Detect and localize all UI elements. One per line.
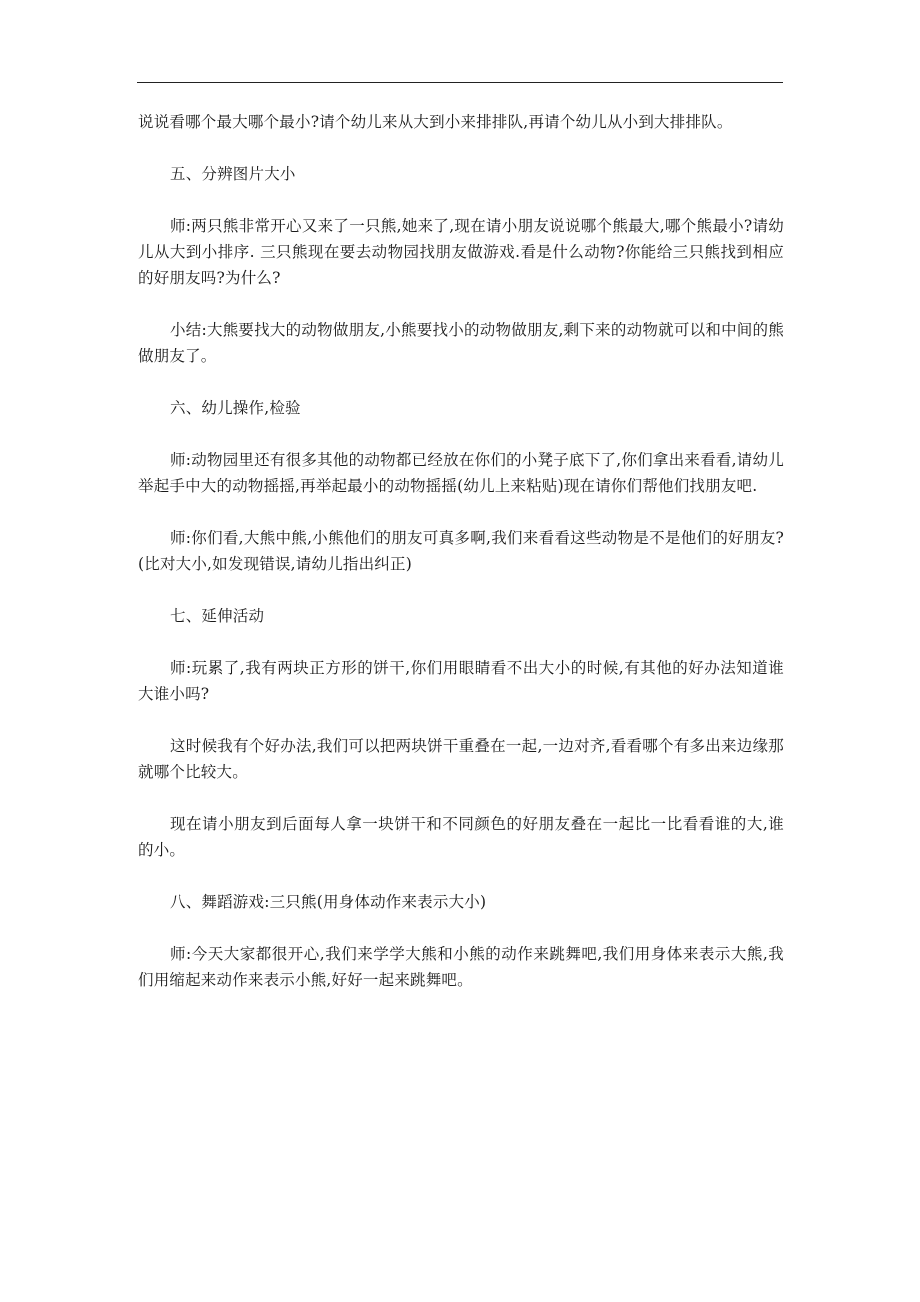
paragraph-intro: 说说看哪个最大哪个最小?请个幼儿来从大到小来排排队,再请个幼儿从小到大排排队。 <box>138 113 733 131</box>
paragraph-zoo-animals: 师:动物园里还有很多其他的动物都已经放在你们的小凳子底下了,你们拿出来看看,请幼儿举起手中大的动物摇摇,再举起最小的动物摇摇(幼儿上来粘贴)现在请你们帮他们找朋友吧. <box>138 451 784 495</box>
paragraph-friends-check: 师:你们看,大熊中熊,小熊他们的朋友可真多啊,我们来看看这些动物是不是他们的好朋友?(比对大小,如发现错误,请幼儿指出纠正) <box>138 529 784 573</box>
paragraph-biscuits: 师:玩累了,我有两块正方形的饼干,你们用眼睛看不出大小的时候,有其他的好办法知道谁大谁小吗? <box>138 659 784 703</box>
document-body <box>138 109 784 1019</box>
header-rule <box>137 82 783 83</box>
section-heading-8: 八、舞蹈游戏:三只熊(用身体动作来表示大小) <box>170 893 487 911</box>
paragraph-teacher-three-bears: 师:两只熊非常开心又来了一只熊,她来了,现在请小朋友说说哪个熊最大,哪个熊最小?请幼儿从大到小排序. 三只熊现在要去动物园找朋友做游戏.看是什么动物?你能给三只熊找到相应的好朋友吗?为什么? <box>138 217 784 287</box>
paragraph-compare-biscuits: 现在请小朋友到后面每人拿一块饼干和不同颜色的好朋友叠在一起比一比看看谁的大,谁的小。 <box>138 815 784 859</box>
section-heading-6: 六、幼儿操作,检验 <box>170 399 301 417</box>
paragraph-summary: 小结:大熊要找大的动物做朋友,小熊要找小的动物做朋友,剩下来的动物就可以和中间的熊做朋友了。 <box>138 321 784 365</box>
paragraph-overlap-method: 这时候我有个好办法,我们可以把两块饼干重叠在一起,一边对齐,看看哪个有多出来边缘那就哪个比较大。 <box>138 737 784 781</box>
section-heading-5: 五、分辨图片大小 <box>170 165 296 183</box>
section-heading-7: 七、延伸活动 <box>170 607 265 625</box>
paragraph-dance: 师:今天大家都很开心,我们来学学大熊和小熊的动作来跳舞吧,我们用身体来表示大熊,我们用缩起来动作来表示小熊,好好一起来跳舞吧。 <box>138 945 784 989</box>
